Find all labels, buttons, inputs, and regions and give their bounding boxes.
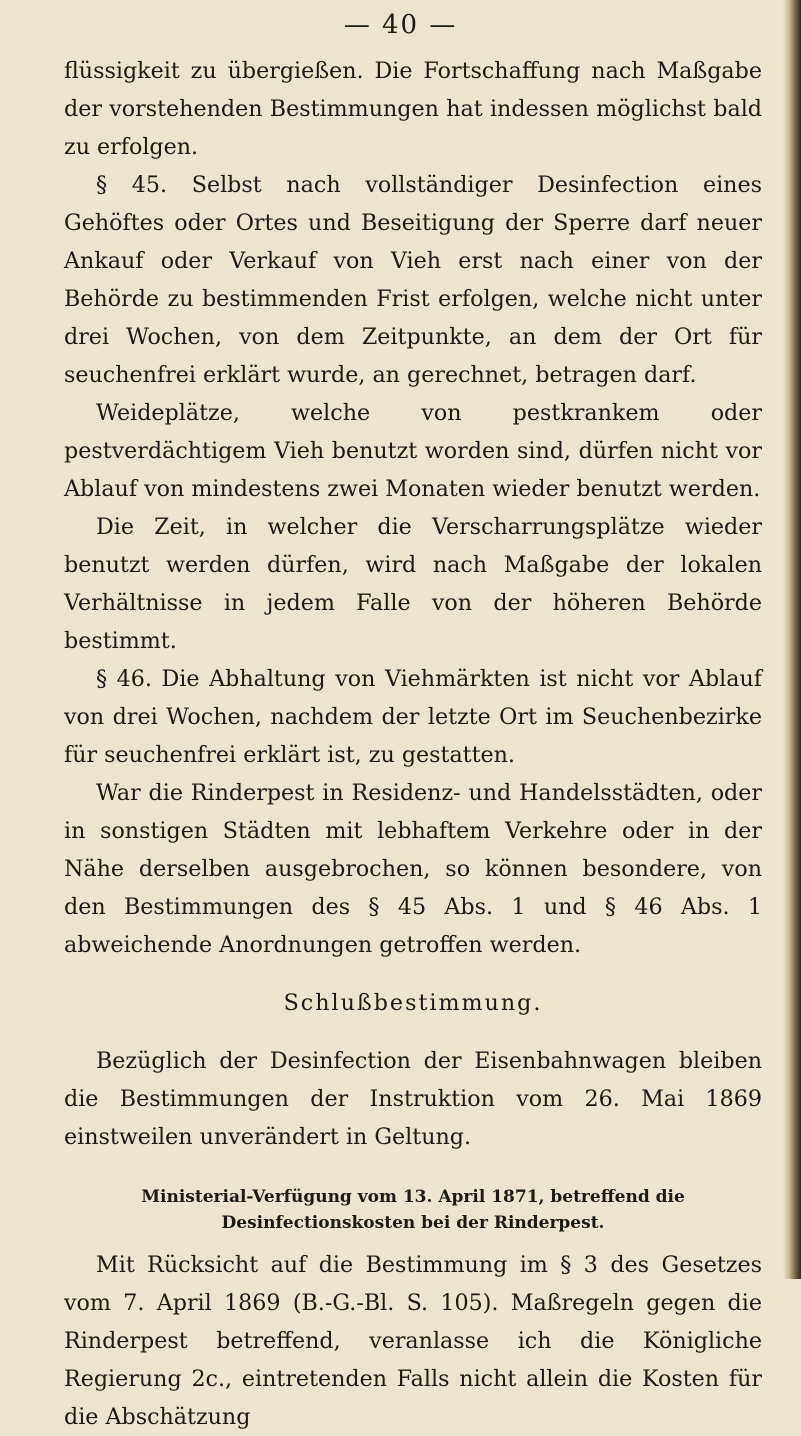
paragraph-continuation: flüssigkeit zu übergießen. Die Fortschaffung nach Maßgabe der vorstehenden Bestimmungen hat indessen möglichst bald zu erfolgen. [64, 58, 762, 160]
paragraph-closing: Bezüglich der Desinfection der Eisenbahnwagen bleiben die Bestimmungen der Instruktion vom 26. Mai 1869 einstweilen unverändert in Geltung. [64, 1048, 762, 1150]
section-heading: Schlußbestimmung. [283, 990, 543, 1016]
decree-heading: Ministerial-Verfügung vom 13. April 1871, betreffend die Desinfectionskosten bei der Rinderpest. [141, 1187, 685, 1233]
paragraph-section-46: § 46. Die Abhaltung von Viehmärkten ist nicht vor Ablauf von drei Wochen, nachdem der letzte Ort im Seuchenbezirke für seuchenfrei erklärt ist, zu gestatten. [64, 666, 762, 768]
page-edge-shadow [783, 0, 801, 1279]
paragraph-section-45: § 45. Selbst nach vollständiger Desinfection eines Gehöftes oder Ortes und Beseitigung der Sperre darf neuer Ankauf oder Verkauf von Vieh erst nach einer von der Behörde zu bestimmenden Frist erfolgen, welche nicht unter drei Wochen, von dem Zeitpunkte, an dem der Ort für seuchenfrei erklärt wurde, an gerechnet, betragen darf. [64, 172, 762, 388]
paragraph-residenzstaedte: War die Rinderpest in Residenz- und Handelsstädten, oder in sonstigen Städten mit lebhaftem Verkehre oder in der Nähe derselben ausgebrochen, so können besondere, von den Bestimmungen des § 45 Abs. 1 und § 46 Abs. 1 abweichende Anordnungen getroffen werden. [64, 780, 762, 958]
paragraph-decree: Mit Rücksicht auf die Bestimmung im § 3 des Gesetzes vom 7. April 1869 (B.-G.-Bl. S. 105). Maßregeln gegen die Rinderpest betreffend, veranlasse ich die Königliche Regierung 2c., eintretenden Falls nicht allein die Kosten für die Abschätzung [64, 1252, 762, 1430]
paragraph-verscharrungsplaetze: Die Zeit, in welcher die Verscharrungsplätze wieder benutzt werden dürfen, wird nach Maßgabe der lokalen Verhältnisse in jedem Falle von der höheren Behörde bestimmt. [64, 514, 762, 654]
page-body [64, 52, 762, 1436]
paragraph-weideplaetze: Weideplätze, welche von pestkrankem oder pestverdächtigem Vieh benutzt worden sind, dürfen nicht vor Ablauf von mindestens zwei Monaten wieder benutzt werden. [64, 400, 762, 502]
page-number: — 40 — [343, 10, 458, 40]
